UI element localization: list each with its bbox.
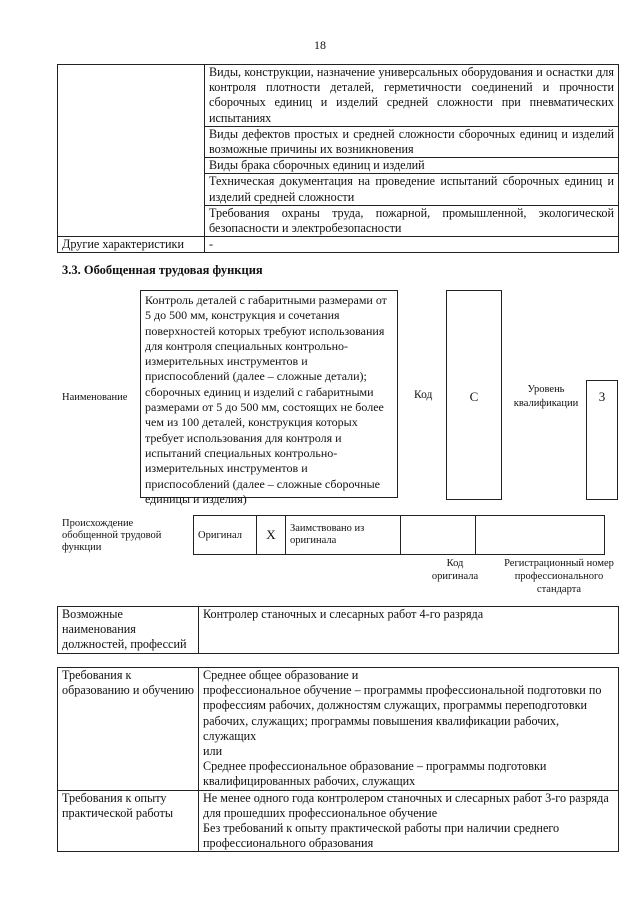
education-label: Требования к образованию и обучению [58, 668, 199, 791]
code-label: Код [414, 389, 433, 401]
original-label: Оригинал [194, 516, 257, 555]
education-value [199, 668, 619, 791]
page-number: 18 [314, 38, 326, 52]
knowledge-item: Требования охраны труда, пожарной, промышленной, экологической безопасности и электробезопасности [205, 205, 619, 236]
knowledge-item: Виды, конструкции, назначение универсальных оборудования и оснастки для контроля плотности деталей, герметичности соединений и прочности сборочных единиц и изделий средней сложности при пневматических испытаниях [205, 65, 619, 127]
experience-line: Не менее одного года контролером станочных и слесарных работ 3-го разряда для прошедших профессиональное обучение [203, 790, 609, 820]
code-box [446, 290, 502, 500]
possible-names-label: Возможные наименования должностей, профессий [58, 607, 199, 654]
original-code-cell [401, 516, 476, 555]
knowledge-item: Виды дефектов простых и средней сложности сборочных единиц и изделий возможные причины их возникновения [205, 126, 619, 157]
education-line: Среднее профессиональное образование – программы подготовки квалифицированных рабочих, служащих [203, 759, 547, 789]
table-row [194, 516, 605, 555]
experience-line: Без требований к опыту практической работы при наличии среднего профессионального образования [203, 821, 560, 851]
possible-names-table [57, 606, 619, 654]
section-title: 3.3. Обобщенная трудовая функция [62, 263, 263, 277]
table-row [58, 65, 619, 127]
registration-number-cell [476, 516, 605, 555]
other-characteristics-value: - [205, 237, 619, 253]
original-code-caption: Код оригинала [431, 558, 479, 582]
qualification-level-value: 3 [598, 389, 606, 404]
empty-label-cell [58, 205, 205, 236]
table-row [58, 174, 619, 205]
table-row [58, 126, 619, 157]
empty-label-cell [58, 126, 205, 157]
knowledge-item: Техническая документация на проведение испытаний сборочных единиц и изделий средней сложности [205, 174, 619, 205]
empty-label-cell [58, 65, 205, 127]
education-line: Среднее общее образование и [203, 668, 359, 682]
table-row [58, 205, 619, 236]
original-mark: X [257, 516, 286, 555]
table-row [58, 237, 619, 253]
qualification-level-box [586, 380, 618, 500]
qualification-level-label: Уровень квалификации [513, 384, 579, 409]
knowledge-table-continuation [57, 64, 619, 253]
education-line: профессиональное обучение – программы профессиональной подготовки по профессиям рабочих, должностям служащих, программы переподготовки рабочих, служащих; программы повышения квалификации рабочих, служащих [203, 683, 602, 743]
education-line: или [203, 744, 223, 759]
code-value: C [469, 389, 479, 404]
empty-label-cell [58, 158, 205, 174]
table-row [58, 607, 619, 654]
other-characteristics-label: Другие характеристики [58, 237, 205, 253]
naming-label: Наименование [62, 392, 128, 403]
knowledge-item: Виды брака сборочных единиц и изделий [205, 158, 619, 174]
function-name-box: Контроль деталей с габаритными размерами от 5 до 500 мм, конструкция и сочетания поверхностей которых требуют использования для контроля специальных контрольно-измерительных инструментов и приспособлений (далее – сложные детали); сборочных единиц и изделий с габаритными размерами от 5 до 500 мм, состоящих не более чем из 100 деталей, конструкция которых требует использования для контроля и испытаний специальных контрольно-измерительных инструментов и приспособлений (далее – сложные сборочные единицы и изделия) [140, 290, 398, 498]
origin-label: Происхождение обобщенной трудовой функции [62, 518, 162, 553]
requirements-table [57, 667, 619, 852]
registration-number-caption: Регистрационный номер профессионального стандарта [504, 558, 614, 595]
origin-table [193, 515, 605, 555]
table-row [58, 790, 619, 852]
possible-names-value: Контролер станочных и слесарных работ 4-го разряда [199, 607, 619, 654]
table-row [58, 668, 619, 791]
experience-value [199, 790, 619, 852]
empty-label-cell [58, 174, 205, 205]
table-row [58, 158, 619, 174]
experience-label: Требования к опыту практической работы [58, 790, 199, 852]
borrowed-label: Заимствовано из оригинала [286, 516, 401, 555]
